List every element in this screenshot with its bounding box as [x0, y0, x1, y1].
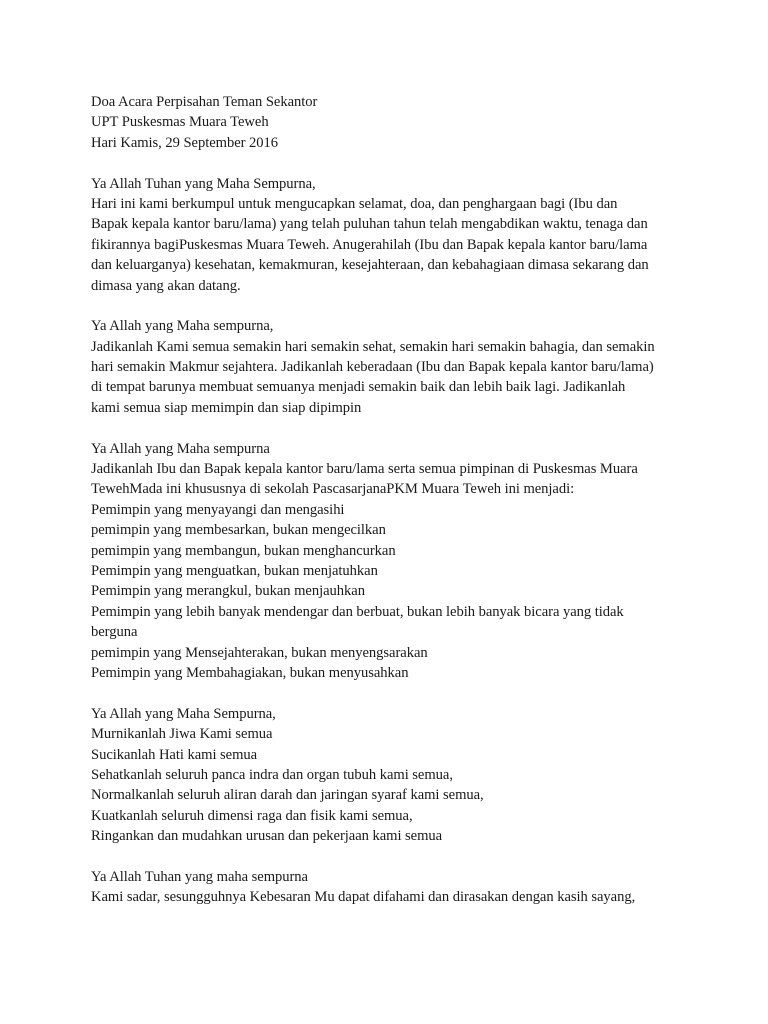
section-heading: Ya Allah yang Maha Sempurna,	[91, 705, 276, 722]
prayer-section	[91, 439, 691, 684]
prayer-line: Bapak kepala kantor baru/lama) yang telah puluhan tahun telah mengabdikan waktu, tenaga dan	[91, 216, 648, 233]
paragraph-gap	[91, 683, 691, 703]
prayer-section	[91, 867, 691, 908]
paragraph-gap	[91, 153, 691, 173]
prayer-line: dan keluarganya) kesehatan, kemakmuran, kesejahteraan, dan kebahagiaan dimasa sekarang dan	[91, 257, 649, 274]
prayer-line: fikirannya bagiPuskesmas Muara Teweh. Anugerahilah (Ibu dan Bapak kepala kantor baru/lama	[91, 236, 648, 253]
prayer-line: Murnikanlah Jiwa Kami semua	[91, 726, 273, 743]
prayer-line: TewehMada ini khususnya di sekolah PascasarjanaPKM Muara Teweh ini menjadi:	[91, 481, 575, 498]
prayer-line: dimasa yang akan datang.	[91, 277, 241, 294]
section-heading: Ya Allah yang Maha sempurna	[91, 440, 270, 457]
prayer-line: Pemimpin yang lebih banyak mendengar dan berbuat, bukan lebih banyak bicara yang tidak	[91, 603, 624, 620]
document-date: Hari Kamis, 29 September 2016	[91, 134, 279, 151]
prayer-line: Sehatkanlah seluruh panca indra dan organ tubuh kami semua,	[91, 766, 453, 783]
prayer-line: Ringankan dan mudahkan urusan dan pekerjaan kami semua	[91, 828, 443, 845]
prayer-section	[91, 316, 691, 418]
paragraph-gap	[91, 846, 691, 866]
prayer-line: berguna	[91, 624, 138, 641]
prayer-line: Pemimpin yang merangkul, bukan menjauhkan	[91, 583, 365, 600]
document-title: Doa Acara Perpisahan Teman Sekantor	[91, 94, 318, 110]
prayer-line: di tempat barunya membuat semuanya menjadi semakin baik dan lebih baik lagi. Jadikanlah	[91, 379, 626, 396]
section-heading: Ya Allah Tuhan yang maha sempurna	[91, 868, 308, 885]
prayer-line: hari semakin Makmur sejahtera. Jadikanlah keberadaan (Ibu dan Bapak kepala kantor baru/lama)	[91, 359, 654, 376]
prayer-line: Normalkanlah seluruh aliran darah dan jaringan syaraf kami semua,	[91, 787, 484, 804]
prayer-line: Jadikanlah Ibu dan Bapak kepala kantor baru/lama serta semua pimpinan di Puskesmas Muara	[91, 461, 638, 478]
prayer-line: kami semua siap memimpin dan siap dipimpin	[91, 399, 362, 416]
prayer-line: Pemimpin yang menguatkan, bukan menjatuhkan	[91, 562, 378, 579]
section-heading: Ya Allah Tuhan yang Maha Sempurna,	[91, 175, 316, 192]
document-page	[91, 92, 691, 908]
prayer-section	[91, 704, 691, 847]
prayer-line: Jadikanlah Kami semua semakin hari semakin sehat, semakin hari semakin bahagia, dan semakin	[91, 338, 655, 355]
prayer-line: pemimpin yang membangun, bukan menghancurkan	[91, 542, 396, 559]
prayer-line: Pemimpin yang menyayangi dan mengasihi	[91, 501, 345, 518]
prayer-section	[91, 174, 691, 296]
prayer-line: Pemimpin yang Membahagiakan, bukan menyusahkan	[91, 664, 409, 681]
document-header	[91, 92, 691, 153]
prayer-line: Kami sadar, sesungguhnya Kebesaran Mu dapat difahami dan dirasakan dengan kasih sayang,	[91, 889, 636, 906]
prayer-line: Hari ini kami berkumpul untuk mengucapkan selamat, doa, dan penghargaan bagi (Ibu dan	[91, 195, 618, 212]
institution-name: UPT Puskesmas Muara Teweh	[91, 114, 269, 131]
prayer-line: Sucikanlah Hati kami semua	[91, 746, 258, 763]
paragraph-gap	[91, 418, 691, 438]
prayer-line: pemimpin yang Mensejahterakan, bukan menyengsarakan	[91, 644, 428, 661]
prayer-line: pemimpin yang membesarkan, bukan mengecilkan	[91, 522, 386, 539]
paragraph-gap	[91, 296, 691, 316]
section-heading: Ya Allah yang Maha sempurna,	[91, 318, 274, 335]
prayer-body	[91, 174, 691, 908]
prayer-line: Kuatkanlah seluruh dimensi raga dan fisik kami semua,	[91, 807, 413, 824]
